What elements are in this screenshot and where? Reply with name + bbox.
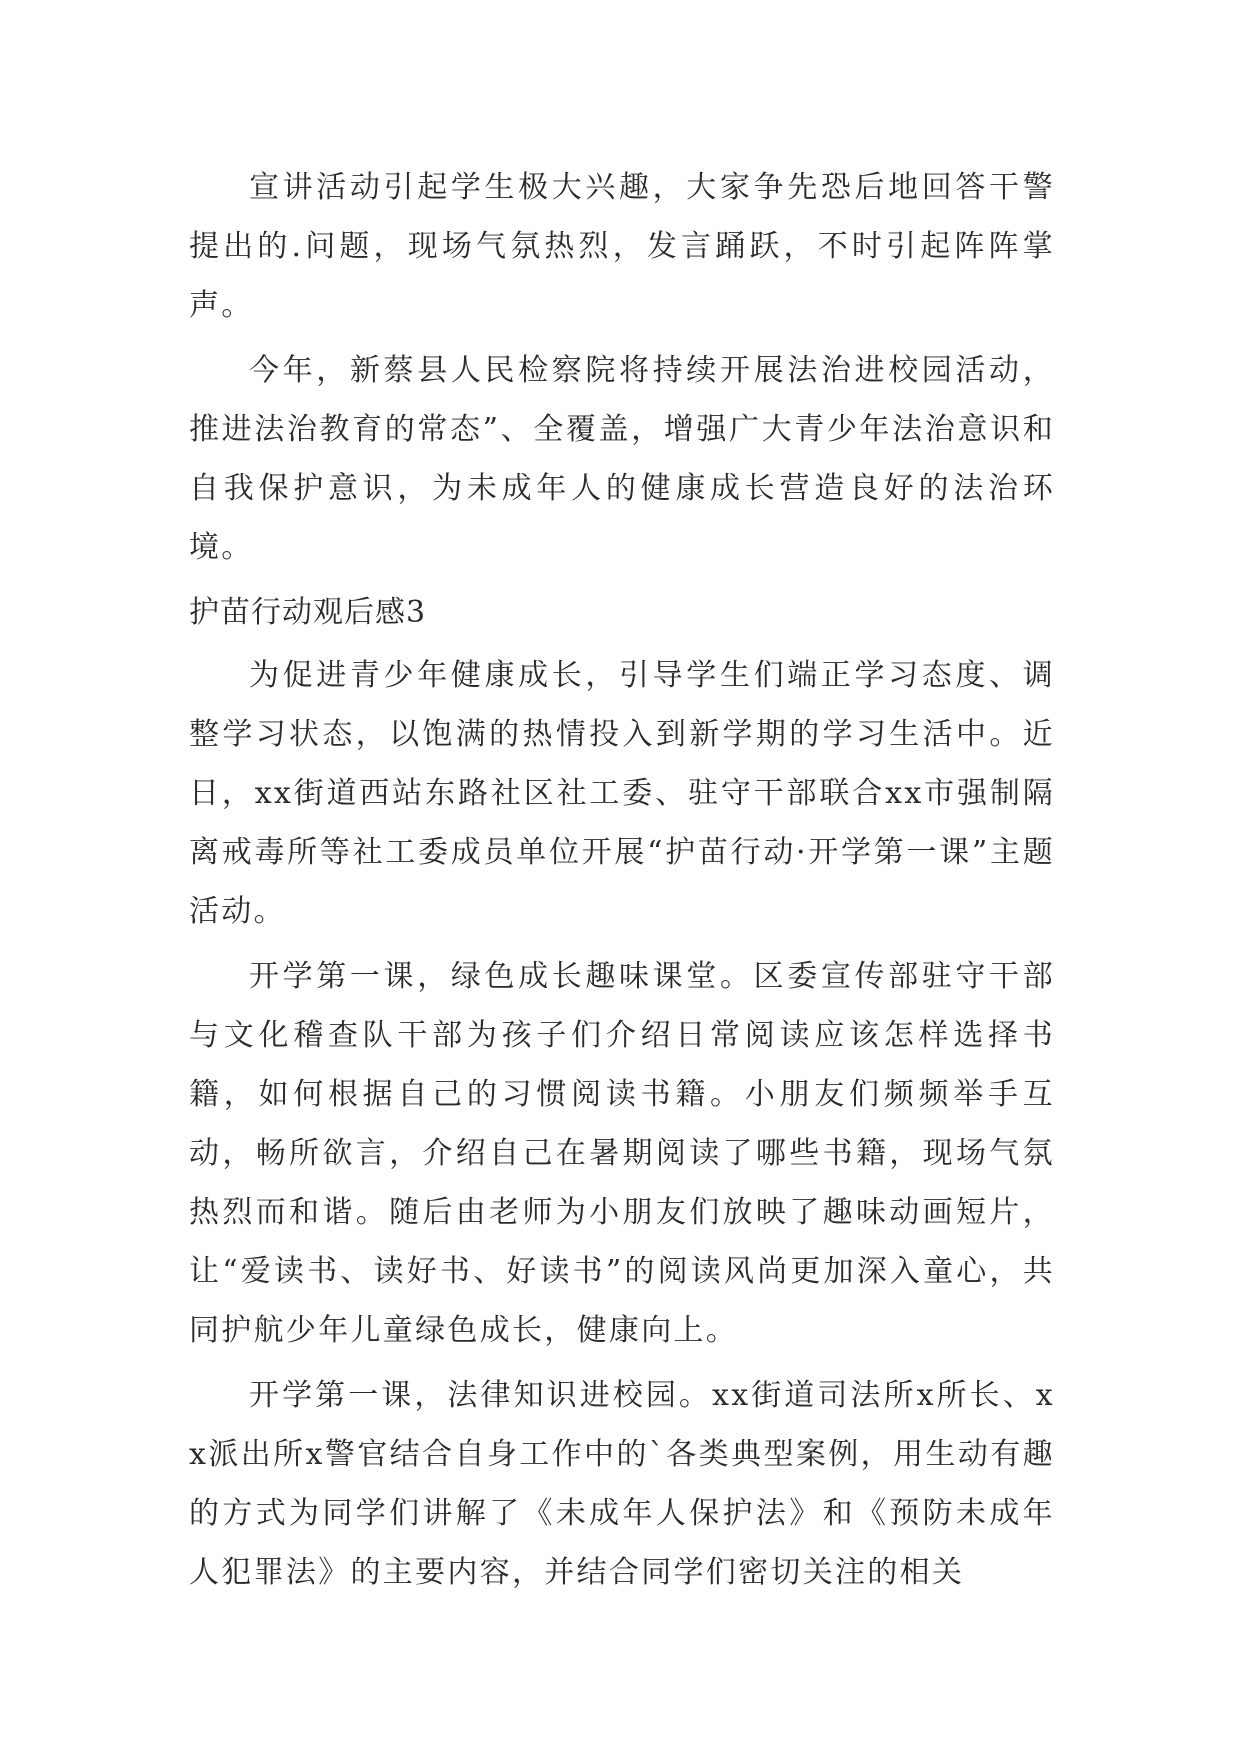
paragraph-law-class: 开学第一课，法律知识进校园。xx街道司法所x所长、xx派出所x警官结合自身工作中的`各类典型案例，用生动有趣的方式为同学们讲解了《未成年人保护法》和《预防未成年人犯罪法》的主要内容，并结合同学们密切关注的相关 xyxy=(189,1378,1055,1590)
document-body xyxy=(189,158,1055,1608)
paragraph-lecture-response: 宣讲活动引起学生极大兴趣，大家争先恐后地回答干警提出的.问题，现场气氛热烈，发言踊跃，不时引起阵阵掌声。 xyxy=(189,170,1055,323)
paragraph-procuratorate-plan: 今年，新蔡县人民检察院将持续开展法治进校园活动，推进法治教育的常态”、全覆盖，增强广大青少年法治意识和自我保护意识，为未成年人的健康成长营造良好的法治环境。 xyxy=(189,353,1055,565)
paragraph-event-intro: 为促进青少年健康成长，引导学生们端正学习态度、调整学习状态，以饱满的热情投入到新学期的学习生活中。近日，xx街道西站东路社区社工委、驻守干部联合xx市强制隔离戒毒所等社工委成员单位开展“护苗行动·开学第一课”主题活动。 xyxy=(189,658,1055,929)
paragraph-reading-class: 开学第一课，绿色成长趣味课堂。区委宣传部驻守干部与文化稽查队干部为孩子们介绍日常阅读应该怎样选择书籍，如何根据自己的习惯阅读书籍。小朋友们频频举手互动，畅所欲言，介绍自己在暑期阅读了哪些书籍，现场气氛热烈而和谐。随后由老师为小朋友们放映了趣味动画短片，让“爱读书、读好书、好读书”的阅读风尚更加深入童心，共同护航少年儿童绿色成长，健康向上。 xyxy=(189,959,1055,1348)
section-title: 护苗行动观后感3 xyxy=(189,595,427,630)
